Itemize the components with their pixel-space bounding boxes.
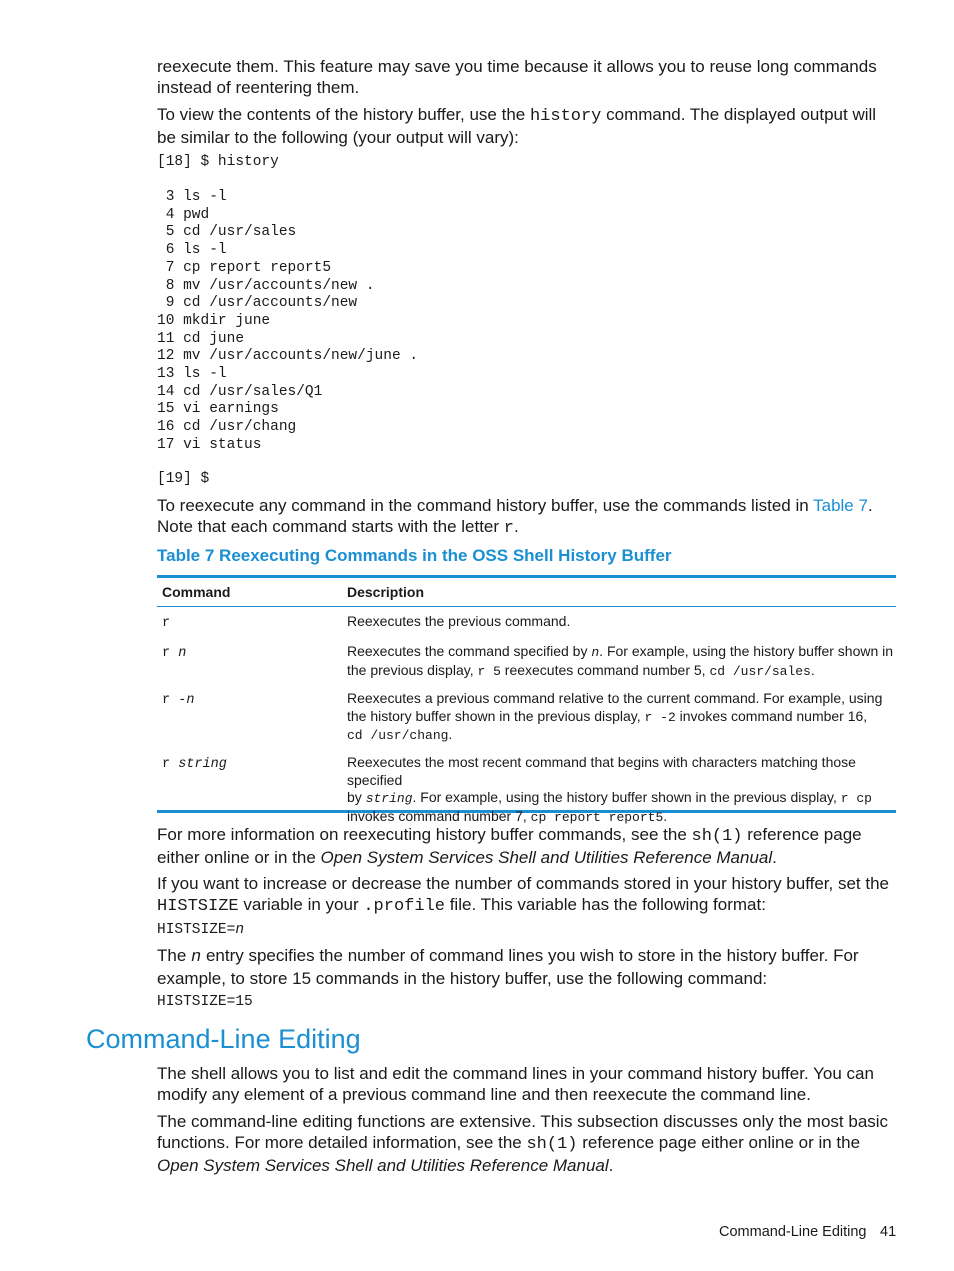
history-entry: 6 ls -l (157, 242, 227, 259)
table-caption: Table 7 Reexecuting Commands in the OSS Shell History Buffer (157, 546, 672, 565)
inline-code-history: history (529, 107, 602, 126)
section-paragraph-2: The command-line editing functions are extensive. This subsection discusses only the most basic functions. For more detailed information, see the sh(1) reference page either online or in the Open System Services Shell and Utilities Reference Manual. (157, 1112, 889, 1175)
history-entry: 16 cd /usr/chang (157, 419, 297, 436)
table-header-rule (157, 606, 896, 607)
history-entry: 11 cd june (157, 330, 245, 347)
history-prompt-start: [18] $ history (157, 154, 279, 170)
histsize-paragraph: If you want to increase or decrease the number of commands stored in your history buffer, set the HISTSIZE variable in your .profile file. This variable has the following format: (157, 874, 890, 916)
history-entry: 8 mv /usr/accounts/new . (157, 277, 375, 294)
manual-title: Open System Services Shell and Utilities Reference Manual (157, 1156, 609, 1175)
footer-page-number: 41 (880, 1224, 897, 1240)
table-header-command: Command (162, 584, 231, 600)
history-listing (157, 189, 418, 455)
history-entry: 7 cp report report5 (157, 259, 332, 276)
history-entry: 4 pwd (157, 206, 210, 223)
reexecute-paragraph: To reexecute any command in the command history buffer, use the commands listed in Table 7. Note that each command starts with the letter r. (157, 496, 873, 538)
history-entry: 10 mkdir june (157, 312, 271, 329)
table-cell-description: Reexecutes the most recent command that begins with characters matching those specified by string. For example, using the history buffer shown in the previous display, r cp invokes command number 7, cp report report5. (347, 754, 872, 825)
history-entry: 13 ls -l (157, 366, 227, 383)
histsize-format: HISTSIZE=n (157, 922, 245, 938)
histsize-example: HISTSIZE=15 (157, 994, 253, 1010)
history-command-paragraph: To view the contents of the history buffer, use the history command. The displayed output will be similar to the following (your output will vary): (157, 105, 877, 147)
table-header-description: Description (347, 584, 425, 600)
footer-section-name: Command-Line Editing (719, 1224, 867, 1240)
history-entry: 9 cd /usr/accounts/new (157, 295, 358, 312)
history-entry: 15 vi earnings (157, 401, 279, 418)
table-cell-description: Reexecutes the previous command. (347, 613, 571, 629)
table-7-link[interactable]: Table 7 (813, 496, 868, 515)
history-entry: 12 mv /usr/accounts/new/june . (157, 348, 419, 365)
history-entry: 14 cd /usr/sales/Q1 (157, 383, 323, 400)
table-cell-command: r n (162, 646, 187, 661)
table-cell-description: Reexecutes a previous command relative to the current command. For example, using the history buffer shown in the previous display, r -2 invokes command number 16, cd /usr/chang. (347, 690, 883, 743)
more-info-paragraph: For more information on reexecuting history buffer commands, see the sh(1) reference page either online or in the Open System Services Shell and Utilities Reference Manual. (157, 825, 862, 867)
history-entry: 5 cd /usr/sales (157, 224, 297, 241)
history-entry: 17 vi status (157, 436, 262, 453)
table-cell-command: r -n (162, 693, 195, 708)
n-entry-paragraph: The n entry specifies the number of command lines you wish to store in the history buffer. For example, to store 15 commands in the history buffer, use the following command: (157, 946, 859, 988)
table-cell-command: r string (162, 757, 227, 772)
section-heading: Command-Line Editing (86, 1024, 361, 1054)
history-entry: 3 ls -l (157, 189, 227, 205)
manual-title: Open System Services Shell and Utilities Reference Manual (320, 848, 773, 867)
table-top-rule (157, 575, 896, 578)
table-cell-description: Reexecutes the command specified by n. For example, using the history buffer shown in the previous display, r 5 reexecutes command number 5, cd /usr/sales. (347, 643, 894, 679)
intro-paragraph: reexecute them. This feature may save you time because it allows you to reuse long commands instead of reentering them. (157, 57, 877, 97)
history-prompt-end: [19] $ (157, 471, 210, 487)
section-paragraph-1: The shell allows you to list and edit the command lines in your command history buffer. You can modify any element of a previous command line and then reexecute the command line. (157, 1064, 874, 1104)
table-cell-command: r (162, 616, 171, 631)
